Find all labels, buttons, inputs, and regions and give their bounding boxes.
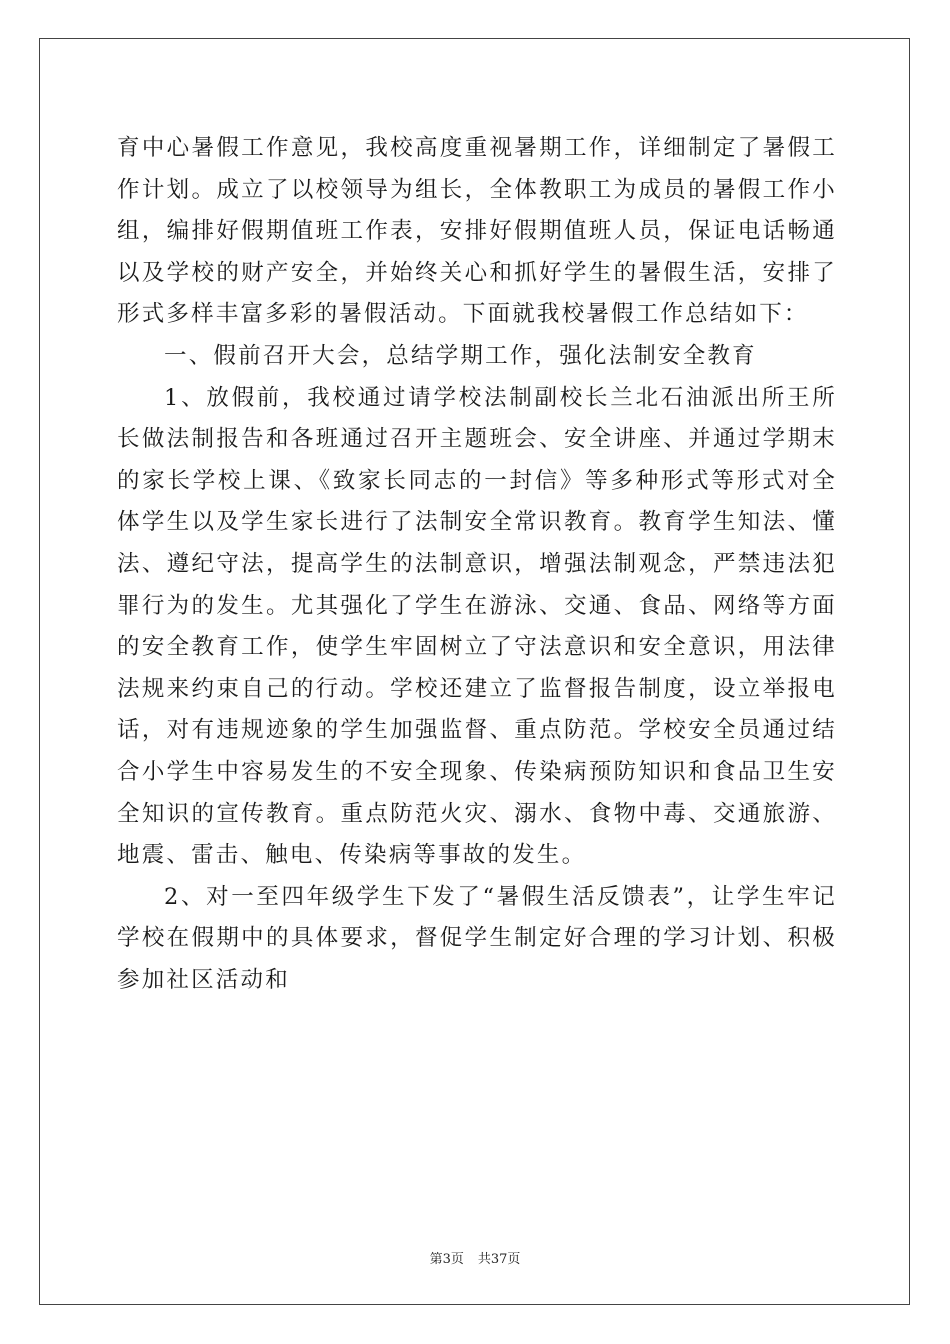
page-total: 共37页 (477, 1252, 521, 1267)
paragraph-item-1: 1、放假前，我校通过请学校法制副校长兰北石油派出所王所长做法制报告和各班通过召开主题班会、安全讲座、并通过学期末的家长学校上课、《致家长同志的一封信》等多种形式等形式对全体学生以及学生家长进行了法制安全常识教育。教育学生知法、懂法、遵纪守法，提高学生的法制意识，增强法制观念，严禁违法犯罪行为的发生。尤其强化了学生在游泳、交通、食品、网络等方面的安全教育工作，使学生牢固树立了守法意识和安全意识，用法律法规来约束自己的行动。学校还建立了监督报告制度，设立举报电话，对有违规迹象的学生加强监督、重点防范。学校安全员通过结合小学生中容易发生的不安全现象、传染病预防知识和食品卫生安全知识的宣传教育。重点防范火灾、溺水、食物中毒、交通旅游、地震、雷击、触电、传染病等事故的发生。 (117, 384, 837, 869)
page-number: 第3页 (429, 1252, 464, 1267)
paragraph-item-2: 2、对一至四年级学生下发了“暑假生活反馈表”，让学生牢记学校在假期中的具体要求，督促学生制定好合理的学习计划、积极参加社区活动和 (117, 883, 837, 993)
document-body (117, 128, 837, 1001)
paragraph-intro: 育中心暑假工作意见，我校高度重视暑期工作，详细制定了暑假工作计划。成立了以校领导为组长，全体教职工为成员的暑假工作小组，编排好假期值班工作表，安排好假期值班人员，保证电话畅通以及学校的财产安全，并始终关心和抓好学生的暑假生活，安排了形式多样丰富多彩的暑假活动。下面就我校暑假工作总结如下： (117, 135, 837, 328)
section-heading-1: 一、假前召开大会，总结学期工作，强化法制安全教育 (164, 342, 757, 369)
page-footer (0, 1248, 950, 1267)
